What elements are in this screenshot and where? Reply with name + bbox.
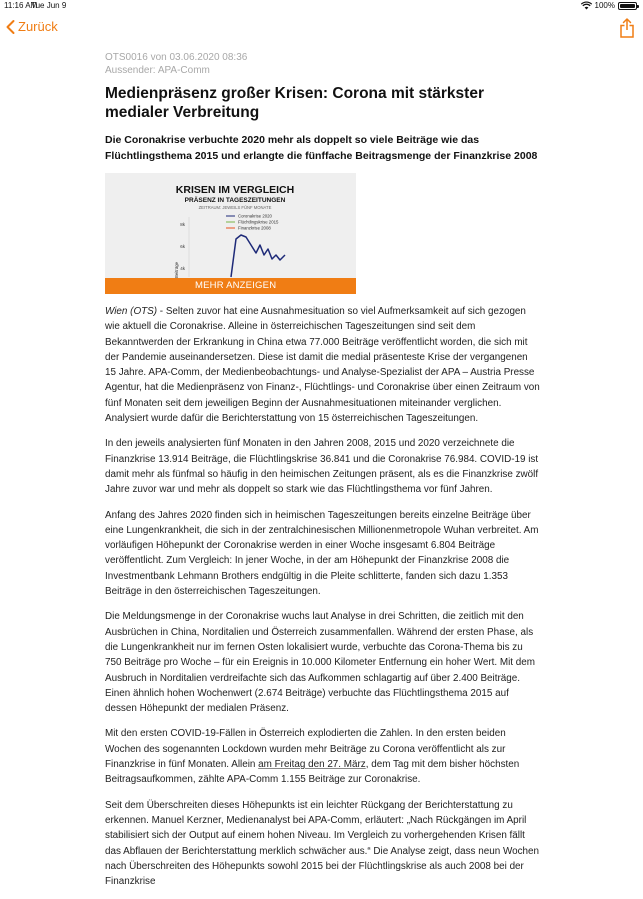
back-label: Zurück: [18, 19, 58, 34]
chevron-left-icon: [6, 20, 15, 34]
paragraph-5-text-a: Mit den ersten COVID-19-Fällen in Österreich explodierten die Zahlen. In den ersten beiden Wochen des sogenannten Lockdown wurden mehr Beiträge zu Corona veröffentlicht als zur Finanzkrise in fünf Monaten. Allein: [105, 728, 506, 771]
tick-8k: 8k: [180, 222, 185, 227]
paragraph-6: Seit dem Überschreiten dieses Höhepunkts ist ein leichter Rückgang der Berichterstattung zu erkennen. Manuel Kerzner, Medienanalyst bei APA-Comm, erläutert: „Nach Rückgängen im April stabilisiert sich der Output auf einem hohen Niveau. Im Vergleich zu vorhergehenden Krisen fällt das Abflauen der Berichterstattung merklich schwächer aus.“ Die Analyse zeigt, dass neun Wochen nach Überschreiten des Höhepunkts sowohl 2015 bei der Flüchtlingskrise als auch 2008 bei der Finanzkrise: [105, 799, 540, 888]
battery-icon: [618, 2, 637, 10]
status-time: 11:16 AM: [4, 1, 38, 10]
share-button[interactable]: [620, 18, 634, 43]
chart-headline: KRISEN IM VERGLEICH: [175, 184, 295, 196]
legend-corona: Coronakrise 2020: [238, 213, 272, 219]
chart-ylabel: Beiträge: [174, 261, 179, 278]
legend-finanz: Finanzkrise 2008: [238, 225, 271, 231]
status-date: Tue Jun 9: [31, 1, 67, 10]
paragraph-1: [105, 304, 540, 426]
article-body: [105, 304, 540, 889]
battery-percent: 100%: [594, 1, 615, 10]
tick-4k: 4k: [180, 266, 185, 271]
chart-caption: ZEITRAUM: JEWEILS FÜNF MONATE: [198, 205, 272, 210]
legend-fluechtling: Flüchtlingskrise 2015: [238, 219, 279, 225]
show-more-button[interactable]: MEHR ANZEIGEN: [105, 278, 356, 294]
paragraph-5-text-b: , dem Tag mit dem bisher höchsten Beitragsaufkommen, zählte APA-Comm 1.155 Beiträge zur Coronakrise.: [105, 759, 520, 786]
article-lead: Die Coronakrise verbuchte 2020 mehr als doppelt so viele Beiträge wie das Flüchtlingsthema 2015 und erlangte die fünffache Beitragsmenge der Finanzkrise 2008: [105, 134, 538, 162]
nav-bar: [0, 13, 643, 45]
paragraph-2: In den jeweils analysierten fünf Monaten in den Jahren 2008, 2015 und 2020 verzeichnete die Finanzkrise 13.914 Beiträge, die Flüchtlingskrise 36.841 und die Coronakrise 76.984. COVID-19 ist damit mehr als fünfmal so häufig in den heimischen Zeitungen präsent, als es die Finanzkrise zwölf Jahre zuvor war und mehr als doppelt so stark wie das Flüchtlingsthema vor fünf Jahren.: [105, 438, 539, 496]
wifi-icon: [581, 2, 592, 10]
article-title: Medienpräsenz großer Krisen: Corona mit stärkster medialer Verbreitung: [105, 85, 484, 121]
corona-series-line: [231, 235, 285, 277]
paragraph-1-text: - Selten zuvor hat eine Ausnahmesituation so viel Aufmerksamkeit auf sich gezogen wie aktuell die Coronakrise. Alleine in österreichischen Tageszeitungen sind seit dem Bekanntwerden der Erkrankung in China etwa 77.000 Beiträge veröffentlicht worden, die sich mit der Pandemie auseinandersetzen. Diese ist damit die medial präsenteste Krise der vergangenen 15 Jahre. APA-Comm, der Medienbeobachtungs- und Analyse-Spezialist der APA – Austria Presse Agentur, hat die Medienpräsenz von Finanz-, Flüchtlings- und Coronakrise über einen Zeitraum von fünf Monaten seit dem jeweiligen Beginn der Ausnahmesituationen miteinander verglichen. Analysiert wurde dafür die Berichterstattung von 15 österreichischen Tageszeitungen.: [105, 306, 540, 425]
paragraph-3: Anfang des Jahres 2020 finden sich in heimischen Tageszeitungen bereits einzelne Beiträge über eine Lungenkrankheit, die sich in der zentralchinesischen Millionenmetropole Wuhan verbreitet. Am vorläufigen Höhepunkt der Coronakrise werden in einer Woche insgesamt 6.804 Beiträge veröffentlicht. Zum Vergleich: In jener Woche, in der am Höhepunkt der Finanzkrise 2008 die Investmentbank Lehmann Brothers endgültig in die Pleite schlitterte, fanden sich dazu 1.353 Beiträge in den österreichischen Tageszeitungen.: [105, 509, 539, 598]
article: [105, 51, 540, 899]
paragraph-5: [105, 726, 540, 787]
status-right: [581, 1, 637, 10]
share-icon: [620, 18, 634, 38]
dateline: Wien (OTS): [105, 306, 158, 317]
chart-subheadline: PRÄSENZ IN TAGESZEITUNGEN: [184, 197, 286, 204]
article-image[interactable]: [105, 173, 356, 294]
paragraph-4: Die Meldungsmenge in der Coronakrise wuchs laut Analyse in drei Schritten, die zeitlich mit den Ausbrüchen in China, Norditalien und Österreich zusammenfallen. Während der ersten Phase, als die Lungenkrankheit nur im fernen Osten lokalisiert wurde, verbuchte das Corona-Thema bis zu 750 Beiträge pro Woche – für ein Ereignis in 10.000 Kilometer Entfernung ein hoher Wert. Mit dem Ausbruch in Norditalien verdreifachte sich das Aufkommen schlagartig auf über 2.400 Beiträge. Einen ähnlich hohen Wochenwert (2.674 Beiträge) verbuchte das Flüchtlingsthema 2015 auf dessen Höhepunkt der medialen Präsenz.: [105, 611, 535, 715]
status-bar: [0, 0, 643, 13]
tick-6k: 6k: [180, 244, 185, 249]
article-meta-sender: Aussender: APA-Comm: [105, 65, 210, 76]
date-link[interactable]: am Freitag den 27. März: [258, 759, 366, 771]
back-button[interactable]: [6, 19, 58, 34]
chart-graphic: [105, 173, 356, 294]
article-meta-id: OTS0016 von 03.06.2020 08:36: [105, 52, 248, 63]
